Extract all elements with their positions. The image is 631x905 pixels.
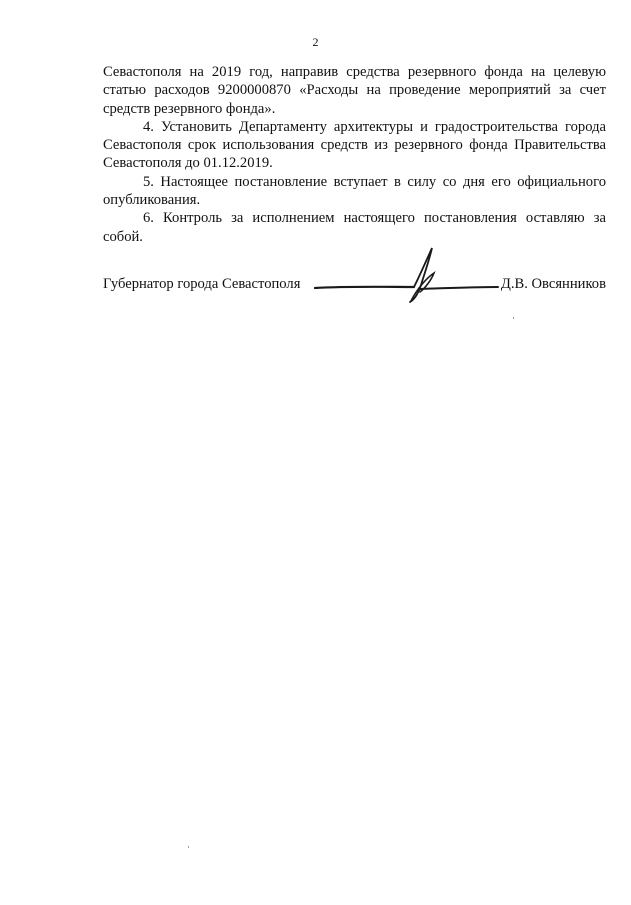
paragraph-funding: Севастополя на 2019 год, направив средства резервного фонда на целевую статью расходов 9200000870 «Расходы на проведение мероприятий за счет средств резервного фонда».: [103, 64, 606, 117]
scan-speck: [513, 317, 514, 319]
signatory-name: Д.В. Овсянников: [500, 276, 606, 292]
paragraph-item-5: 5. Настоящее постановление вступает в силу со дня его официального опубликования.: [103, 173, 606, 209]
paragraph-item-4: 4. Установить Департаменту архитектуры и градостроительства города Севастополя срок использования средств из резервного фонда Правительства Севастополя до 01.12.2019.: [103, 118, 606, 172]
paragraph-item-6: 6. Контроль за исполнением настоящего постановления оставляю за собой.: [103, 210, 606, 245]
page-number: 2: [312, 35, 319, 49]
scan-speck: [188, 846, 189, 848]
document-body: [103, 63, 606, 246]
handwritten-signature: [310, 245, 550, 305]
signatory-role: Губернатор города Севастополя: [103, 276, 301, 292]
